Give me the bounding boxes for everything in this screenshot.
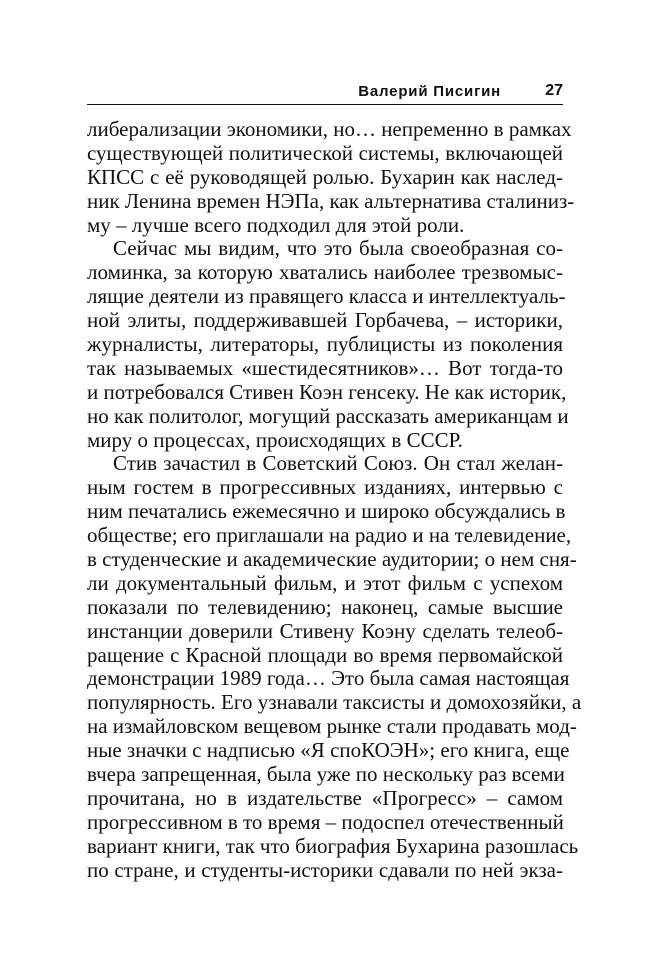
- text-line: вариант книги, так что биография Бухарина разошлась: [87, 833, 579, 858]
- text-line: Сейчас мы видим, что это была своеобразная со-: [113, 236, 563, 261]
- text-line: лящие деятели из правящего класса и интеллектуаль-: [87, 284, 566, 309]
- page-number: 27: [545, 82, 563, 99]
- text-line: ник Ленина времен НЭПа, как альтернатива сталиниз-: [87, 188, 575, 213]
- text-line: му – лучше всего подходил для этой роли.: [87, 212, 465, 237]
- text-line: но как политолог, могущий рассказать американцам и: [87, 403, 569, 428]
- text-line: обществе; его приглашали на радио и на телевидение,: [87, 523, 572, 548]
- running-header: [87, 78, 563, 105]
- text-line: и потребовался Стивен Коэн генсеку. Не как историк,: [87, 379, 567, 404]
- text-line: в студенческие и академические аудитории; о нем сня-: [87, 547, 577, 572]
- text-line: ращение с Красной площади во время первомайской: [87, 642, 563, 667]
- running-header-author: Валерий Писигин: [358, 83, 501, 100]
- text-line: вчера запрещенная, была уже по нескольку раз всеми: [87, 762, 565, 787]
- text-line: ли документальный фильм, и этот фильм с успехом: [87, 570, 563, 595]
- text-line: журналисты, литераторы, публицисты из поколения: [87, 332, 563, 357]
- text-line: ным гостем в прогрессивных изданиях, интервью с: [87, 475, 563, 500]
- text-line: на измайловском вещевом рынке стали продавать мод-: [87, 714, 577, 739]
- text-line: инстанции доверили Стивену Коэну сделать телеоб-: [87, 618, 563, 643]
- paragraph: [87, 451, 582, 882]
- text-line: Стив зачастил в Советский Союз. Он стал желан-: [113, 451, 563, 476]
- body-text: [87, 117, 582, 883]
- text-line: существующей политической системы, включающей: [87, 140, 563, 165]
- text-line: прочитана, но в издательстве «Прогресс» – самом: [87, 785, 563, 810]
- text-line: ные значки с надписью «Я споКОЭН»; его книга, еще: [87, 738, 570, 763]
- text-line: КПСС с её руководящей ролью. Бухарин как наслед-: [87, 164, 563, 189]
- text-line: миру о процессах, происходящих в СССР.: [87, 427, 463, 452]
- text-line: по стране, и студенты-историки сдавали по ней экза-: [87, 857, 563, 882]
- text-line: ной элиты, поддерживавшей Горбачева, – историки,: [87, 308, 563, 333]
- text-line: популярность. Его узнавали таксисты и домохозяйки, а: [87, 690, 582, 715]
- paragraph: [87, 236, 569, 452]
- text-line: ним печатались ежемесячно и широко обсуждались в: [87, 499, 566, 524]
- paragraph: [87, 117, 575, 237]
- text-line: демонстрации 1989 года… Это была самая настоящая: [87, 666, 570, 691]
- text-line: показали по телевидению; наконец, самые высшие: [87, 594, 563, 619]
- text-line: так называемых «шестидесятников»… Вот тогда-то: [87, 355, 563, 380]
- text-line: ломинка, за которую хватались наиболее трезвомыс-: [87, 260, 563, 285]
- text-line: прогрессивном в то время – подоспел отечественный: [87, 809, 564, 834]
- text-line: либерализации экономики, но… непременно в рамках: [87, 117, 572, 141]
